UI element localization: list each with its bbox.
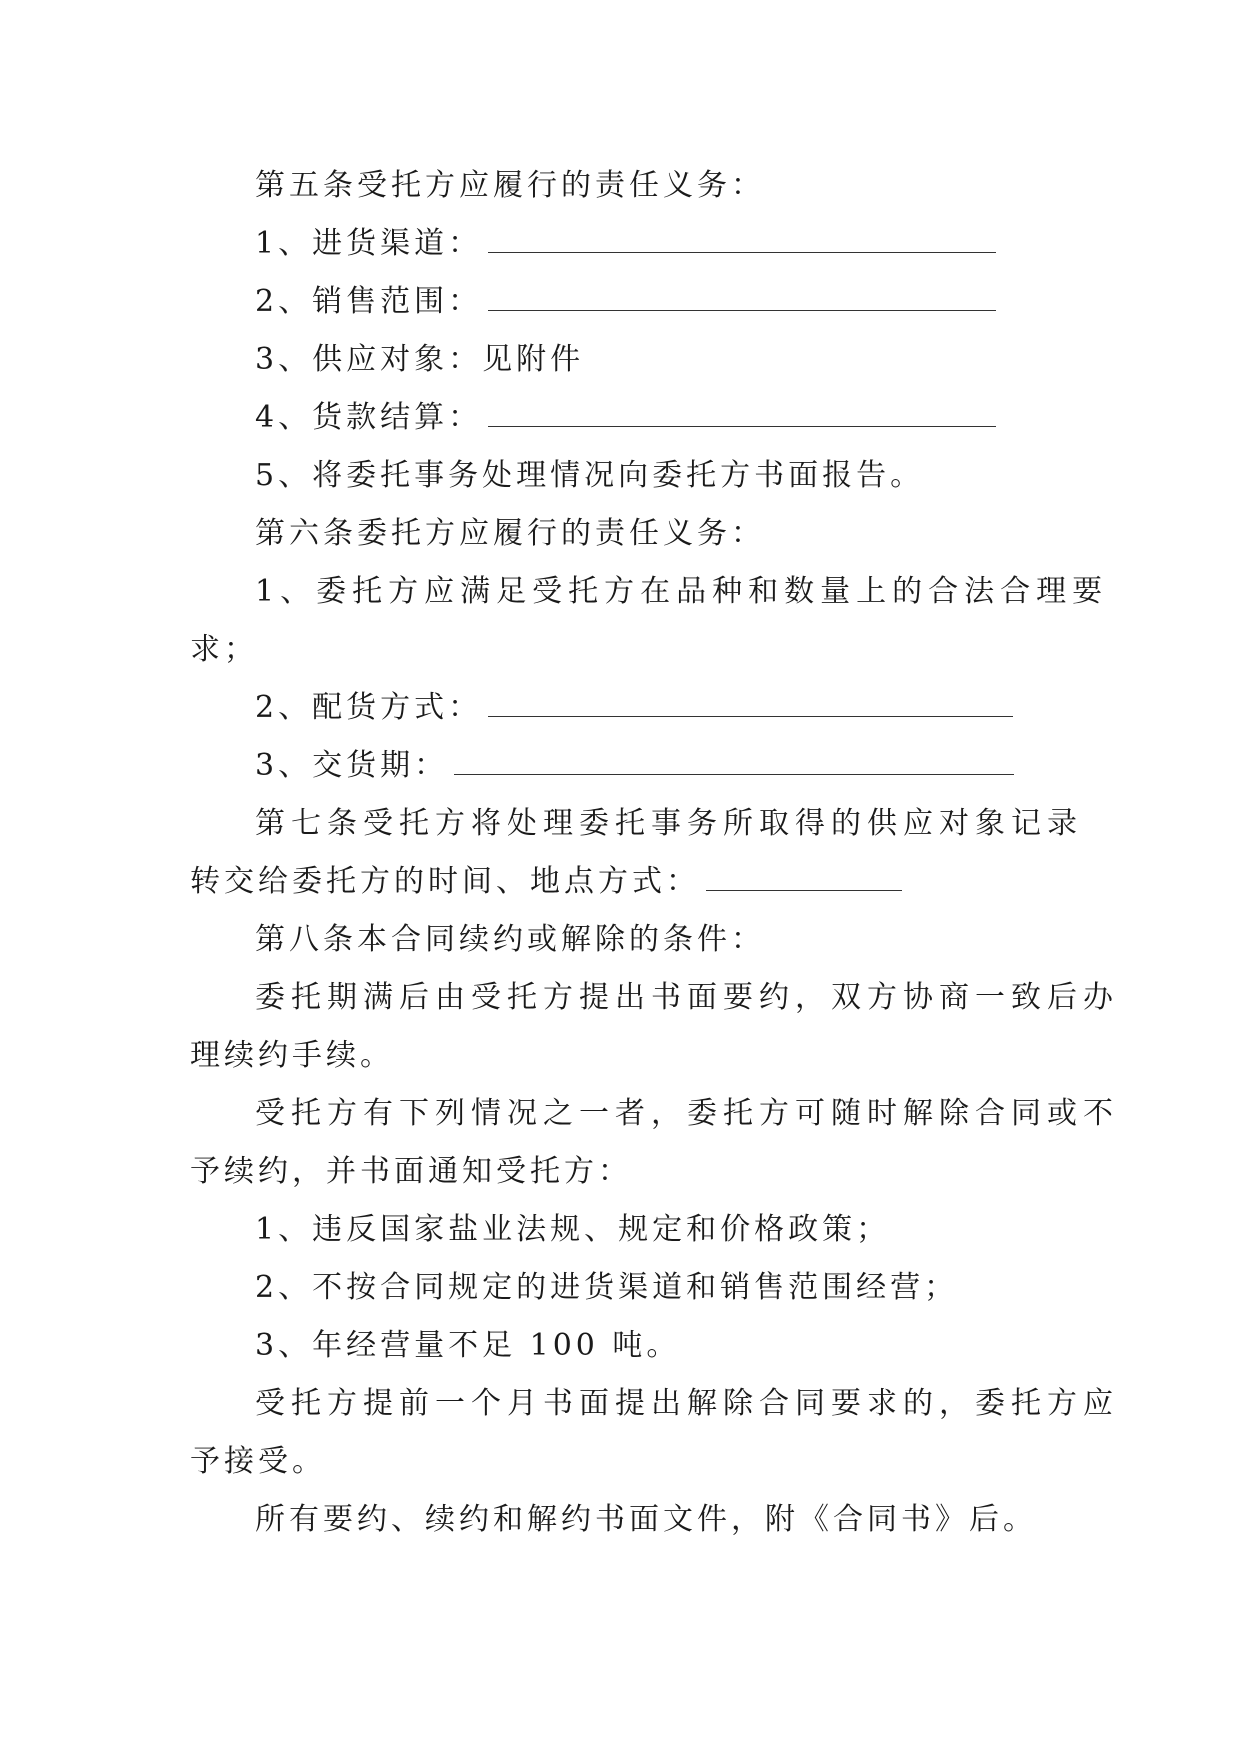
article-5-item-3: 3、供应对象：见附件 [255, 342, 585, 377]
article-5-item-4-label: 4、货款结算： [255, 400, 483, 435]
article-8-condition-2: 2、不按合同规定的进货渠道和销售范围经营； [255, 1270, 959, 1305]
article-6-item-3-blank[interactable] [454, 748, 1014, 775]
article-5-item-1-label: 1、进货渠道： [255, 226, 483, 261]
article-6-item-3-label: 3、交货期： [255, 748, 449, 783]
article-7-line-2 [190, 862, 902, 902]
article-8-condition-1: 1、违反国家盐业法规、规定和价格政策； [255, 1212, 891, 1247]
article-6-item-1-line-1: 1、委托方应满足受托方在品种和数量上的合法合理要 [255, 574, 1109, 609]
article-5-item-5: 5、将委托事务处理情况向委托方书面报告。 [255, 458, 925, 493]
article-6-item-2 [255, 688, 1013, 728]
article-8-para-3-line-2: 予接受。 [190, 1444, 326, 1479]
article-5-title: 第五条受托方应履行的责任义务： [255, 168, 765, 203]
article-8-para-1-line-1: 委托期满后由受托方提出书面要约，双方协商一致后办 [255, 980, 1119, 1015]
article-5-item-2-label: 2、销售范围： [255, 284, 483, 319]
article-5-item-1 [255, 224, 996, 264]
article-7-line-1: 第七条受托方将处理委托事务所取得的供应对象记录 [255, 806, 1083, 841]
article-8-condition-3: 3、年经营量不足 100 吨。 [255, 1328, 681, 1363]
article-5-item-2 [255, 282, 996, 322]
article-5-item-4-blank[interactable] [488, 400, 996, 427]
article-7-blank[interactable] [706, 864, 902, 891]
article-8-para-2-line-2: 予续约，并书面通知受托方： [190, 1154, 632, 1189]
article-5-item-4 [255, 398, 996, 438]
article-6-item-3 [255, 746, 1014, 786]
article-8-para-3-line-1: 受托方提前一个月书面提出解除合同要求的，委托方应 [255, 1386, 1119, 1421]
article-8-para-1-line-2: 理续约手续。 [190, 1038, 394, 1073]
article-8-para-4: 所有要约、续约和解约书面文件，附《合同书》后。 [255, 1502, 1037, 1537]
article-6-item-2-blank[interactable] [488, 690, 1013, 717]
article-8-title: 第八条本合同续约或解除的条件： [255, 922, 765, 957]
article-6-item-2-label: 2、配货方式： [255, 690, 483, 725]
article-6-title: 第六条委托方应履行的责任义务： [255, 516, 765, 551]
article-7-label: 转交给委托方的时间、地点方式： [190, 864, 700, 899]
article-6-item-1-line-2: 求； [190, 632, 258, 667]
article-5-item-2-blank[interactable] [488, 284, 996, 311]
article-8-para-2-line-1: 受托方有下列情况之一者，委托方可随时解除合同或不 [255, 1096, 1119, 1131]
article-5-item-1-blank[interactable] [488, 226, 996, 253]
